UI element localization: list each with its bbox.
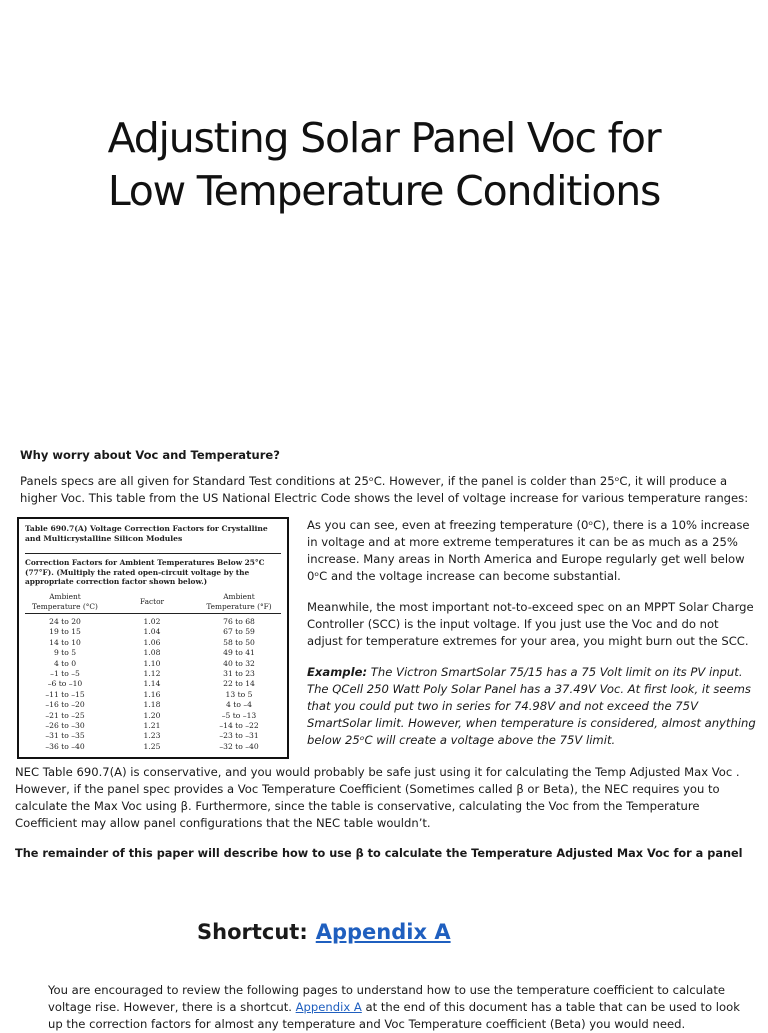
table-header-fahrenheit: Ambient Temperature (°F): [206, 592, 272, 611]
cell-celsius: 19 to 15: [49, 627, 81, 637]
example-text: The Victron SmartSolar 75/15 has a 75 Volt limit on its PV input. The QCell 250 Watt Poly Solar Panel has a 37.49V Voc. At first look, it seems that you could put two in series for 74.98V and not exceed the 75V SmartSolar limit. However, when temperature is considered, almost anything below 25ᵒC will create a voltage above the 75V limit.: [307, 665, 756, 747]
cell-fahrenheit: 4 to –4: [226, 700, 252, 710]
cell-factor: 1.25: [143, 741, 161, 751]
nec-table-subcaption: Correction Factors for Ambient Temperatures Below 25°C (77°F). (Multiply the rated open-circuit voltage by the appropriate correction factor shown below.): [25, 558, 265, 586]
table-header-divider: [25, 613, 281, 614]
cell-factor: 1.06: [143, 637, 161, 647]
closing-text-before: You are encouraged to review the following pages to understand how to use the temperature coefficient to calculate voltage rise. However, there is a shortcut.: [48, 983, 725, 1014]
table-row: [25, 731, 281, 741]
table-row: [25, 679, 281, 689]
cell-celsius: 24 to 20: [49, 617, 81, 626]
intro-paragraph: Panels specs are all given for Standard Test conditions at 25ᵒC. However, if the panel is colder than 25ᵒC, it will produce a higher Voc. This table from the US National Electric Code shows the level of voltage increase for various temperature ranges:: [20, 474, 749, 505]
cell-celsius: –36 to –40: [45, 741, 85, 751]
cell-fahrenheit: 67 to 59: [223, 627, 255, 637]
table-row: [25, 669, 281, 679]
table-row: [25, 617, 281, 627]
cell-factor: 1.08: [143, 648, 161, 658]
cell-celsius: –6 to –10: [47, 679, 83, 689]
cell-fahrenheit: 13 to 5: [225, 689, 253, 699]
table-row: [25, 627, 281, 637]
page-title: [0, 112, 768, 218]
table-header-celsius: Ambient Temperature (°C): [32, 592, 98, 611]
cell-fahrenheit: –32 to –40: [219, 741, 259, 751]
table-row: [25, 700, 281, 710]
cell-factor: 1.02: [143, 617, 161, 626]
shortcut-label: Shortcut:: [197, 920, 308, 944]
cell-celsius: –21 to –25: [45, 710, 85, 720]
cell-factor: 1.04: [143, 627, 161, 637]
cell-factor: 1.14: [143, 679, 161, 689]
cell-fahrenheit: 49 to 41: [223, 648, 255, 658]
cell-celsius: –1 to –5: [50, 669, 80, 678]
closing-text-after: at the end of this document has a table that can be used to look up the correction factors for almost any temperature and Voc Temperature coefficient (Beta) you would need.: [48, 1000, 740, 1031]
cell-celsius: –31 to –35: [45, 731, 85, 741]
cell-celsius: 14 to 10: [49, 637, 81, 647]
appendix-a-inline-link[interactable]: Appendix A: [295, 1000, 362, 1014]
title-line-1: Adjusting Solar Panel Voc for: [107, 114, 661, 162]
table-row: [25, 638, 281, 648]
cell-factor: 1.21: [143, 721, 161, 730]
cell-fahrenheit: –14 to –22: [219, 721, 259, 730]
right-paragraph-1: As you can see, even at freezing temperature (0ᵒC), there is a 10% increase in voltage and at more extreme temperatures it can be as much as a 25% increase. Many areas in North America and Europe regularly get well below 0ᵒC and the voltage increase can become substantial.: [307, 518, 750, 583]
nec-table-image: [17, 517, 289, 759]
cell-fahrenheit: –23 to –31: [219, 731, 259, 741]
nec-note-paragraph: NEC Table 690.7(A) is conservative, and you would probably be safe just using it for calculating the Temp Adjusted Max Voc . However, if the panel spec provides a Voc Temperature Coefficient (Sometimes called β or Beta), the NEC requires you to calculate the Max Voc using β. Furthermore, since the table is conservative, calculating the Voc from the Temperature Coefficient may allow panel configurations that the NEC table wouldn’t.: [15, 765, 740, 830]
right-paragraph-2: Meanwhile, the most important not-to-exceed spec on an MPPT Solar Charge Controller (SCC) is the input voltage. If you just use the Voc and do not adjust for temperature extremes for your area, you might burn out the SCC.: [307, 600, 754, 648]
table-row: [25, 690, 281, 700]
cell-fahrenheit: –5 to –13: [221, 710, 257, 720]
cell-celsius: –26 to –30: [45, 721, 85, 730]
cell-factor: 1.18: [143, 700, 161, 710]
appendix-a-link[interactable]: Appendix A: [315, 920, 451, 944]
example-label: Example:: [307, 665, 368, 679]
table-row: [25, 648, 281, 658]
cell-factor: 1.23: [143, 731, 161, 741]
cell-factor: 1.16: [143, 689, 161, 699]
table-row: [25, 711, 281, 721]
cell-celsius: 9 to 5: [53, 648, 77, 658]
table-header-factor: Factor: [139, 597, 165, 606]
section-heading: Why worry about Voc and Temperature?: [20, 448, 280, 462]
cell-fahrenheit: 40 to 32: [223, 658, 255, 668]
cell-factor: 1.20: [143, 710, 161, 720]
example-paragraph: [307, 664, 757, 749]
cell-celsius: –16 to –20: [45, 700, 85, 710]
table-row: [25, 659, 281, 669]
shortcut-heading: [197, 920, 451, 944]
title-line-2: Low Temperature Conditions: [107, 167, 661, 215]
closing-paragraph: [48, 982, 748, 1033]
table-row: [25, 742, 281, 752]
cell-fahrenheit: 76 to 68: [223, 617, 255, 626]
cell-celsius: –11 to –15: [45, 689, 85, 699]
cell-fahrenheit: 58 to 50: [223, 637, 255, 647]
cell-celsius: 4 to 0: [53, 658, 77, 668]
table-divider: [25, 553, 281, 554]
cell-fahrenheit: 31 to 23: [223, 669, 255, 678]
nec-table-caption: Table 690.7(A) Voltage Correction Factors for Crystalline and Multicrystalline Silicon Modules: [25, 524, 268, 543]
remainder-statement: The remainder of this paper will describe how to use β to calculate the Temperature Adjusted Max Voc for a panel: [15, 847, 743, 860]
cell-factor: 1.10: [143, 658, 161, 668]
cell-factor: 1.12: [143, 669, 161, 678]
cell-fahrenheit: 22 to 14: [223, 679, 255, 689]
table-row: [25, 721, 281, 731]
